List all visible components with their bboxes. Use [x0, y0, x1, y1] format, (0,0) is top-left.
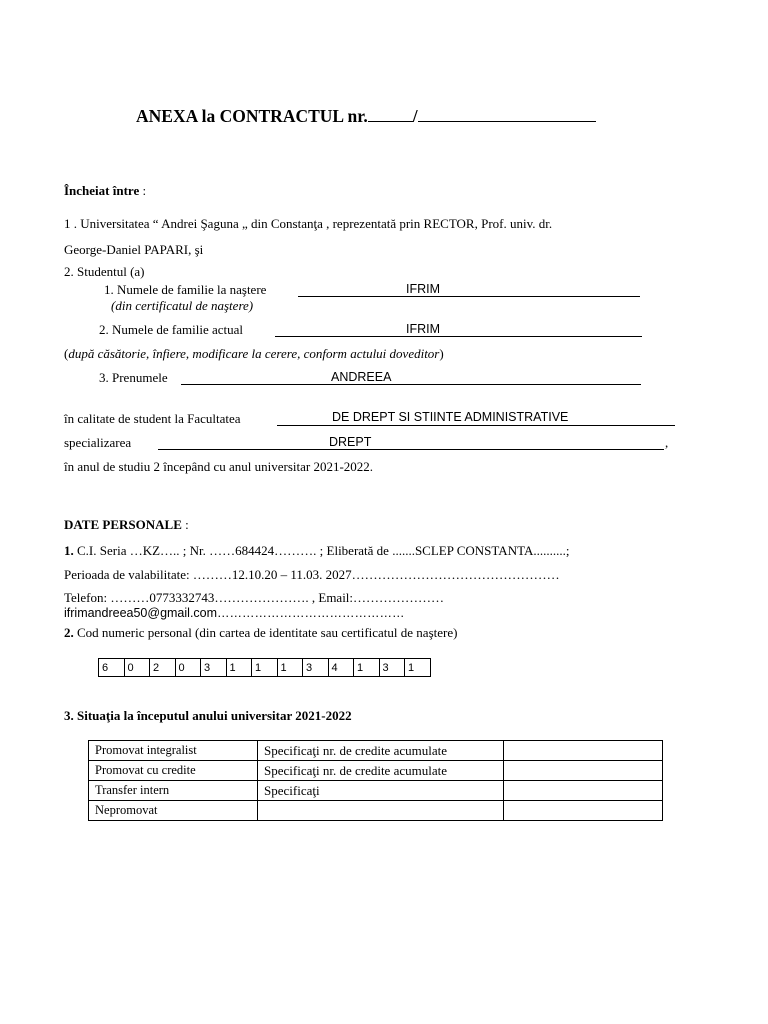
cnp-digit: 1 [277, 659, 303, 677]
study-year-line: în anul de studiu 2 începând cu anul universitar 2021-2022. [64, 459, 374, 474]
email-value: ifrimandreea50@gmail.com……………………………………… [64, 606, 405, 620]
birth-name-line [298, 296, 640, 297]
situation-detail: Specificaţi nr. de credite acumulate [258, 741, 504, 761]
situation-extra [504, 741, 663, 761]
first-name-line [181, 384, 641, 385]
title-text: ANEXA la CONTRACTUL nr. [136, 106, 368, 126]
table-row [89, 761, 663, 781]
table-row [89, 801, 663, 821]
cnp-digit: 0 [124, 659, 150, 677]
birth-name-value: IFRIM [406, 282, 441, 296]
document-title [136, 106, 596, 127]
party-university-rector: George-Daniel PAPARI, şi [64, 242, 204, 257]
personal-data-heading: DATE PERSONALE : [64, 517, 189, 532]
validity-line: Perioada de valabilitate: ………12.10.20 – 11.03. 2027………………………………………… [64, 567, 560, 582]
faculty-value: DE DREPT SI STIINTE ADMINISTRATIVE [332, 410, 569, 424]
situation-status: Nepromovat [89, 801, 258, 821]
current-name-note: (după căsătorie, înfiere, modificare la cerere, conform actului doveditor) [64, 346, 444, 361]
cnp-digit: 1 [226, 659, 252, 677]
faculty-label: în calitate de student la Facultatea [64, 411, 241, 426]
party-university-line: 1 . Universitatea “ Andrei Şaguna „ din Constanţa , reprezentată prin RECTOR, Prof. univ. dr. [64, 216, 553, 231]
cnp-digit: 1 [252, 659, 278, 677]
cnp-digit: 0 [175, 659, 201, 677]
specialization-end: , [665, 435, 669, 450]
situation-detail: Specificaţi [258, 781, 504, 801]
table-row [89, 741, 663, 761]
situation-table [88, 740, 663, 821]
cnp-digit: 3 [379, 659, 405, 677]
first-name-value: ANDREEA [331, 370, 392, 384]
party-student-label: 2. Studentul (a) [64, 264, 145, 279]
current-name-value: IFRIM [406, 322, 441, 336]
cnp-grid [98, 658, 431, 677]
situation-extra [504, 781, 663, 801]
current-name-label: 2. Numele de familie actual [99, 322, 244, 337]
title-separator: / [412, 106, 418, 126]
cnp-digit: 1 [354, 659, 380, 677]
specialization-label: specializarea [64, 435, 132, 450]
cnp-digit: 6 [99, 659, 125, 677]
situation-detail [258, 801, 504, 821]
specialization-value: DREPT [329, 435, 372, 449]
birth-name-note: (din certificatul de naştere) [111, 298, 254, 313]
first-name-label: 3. Prenumele [99, 370, 168, 385]
intro-heading: Încheiat între : [64, 183, 147, 198]
situation-status: Promovat integralist [89, 741, 258, 761]
situation-status: Promovat cu credite [89, 761, 258, 781]
id-card-line: 1. C.I. Seria …KZ….. ; Nr. ……684424………. ; Eliberată de .......SCLEP CONSTANTA..........; [64, 543, 570, 558]
cnp-digit: 4 [328, 659, 354, 677]
faculty-line [277, 425, 675, 426]
table-row [89, 781, 663, 801]
situation-extra [504, 761, 663, 781]
situation-status: Transfer intern [89, 781, 258, 801]
phone-email-line: Telefon: ………0773332743…………………. , Email:………………… [64, 590, 445, 605]
cnp-digit: 2 [150, 659, 176, 677]
cnp-digit: 3 [303, 659, 329, 677]
cnp-digit: 3 [201, 659, 227, 677]
current-name-line [275, 336, 642, 337]
situation-extra [504, 801, 663, 821]
situation-heading: 3. Situaţia la începutul anului universitar 2021-2022 [64, 708, 352, 723]
cnp-label: 2. Cod numeric personal (din cartea de identitate sau certificatul de naştere) [64, 625, 458, 640]
intro-heading-text: Încheiat între [64, 183, 140, 198]
cnp-digit: 1 [405, 659, 431, 677]
situation-detail: Specificaţi nr. de credite acumulate [258, 761, 504, 781]
birth-name-label: 1. Numele de familie la naştere [104, 282, 267, 297]
specialization-line [158, 449, 664, 450]
